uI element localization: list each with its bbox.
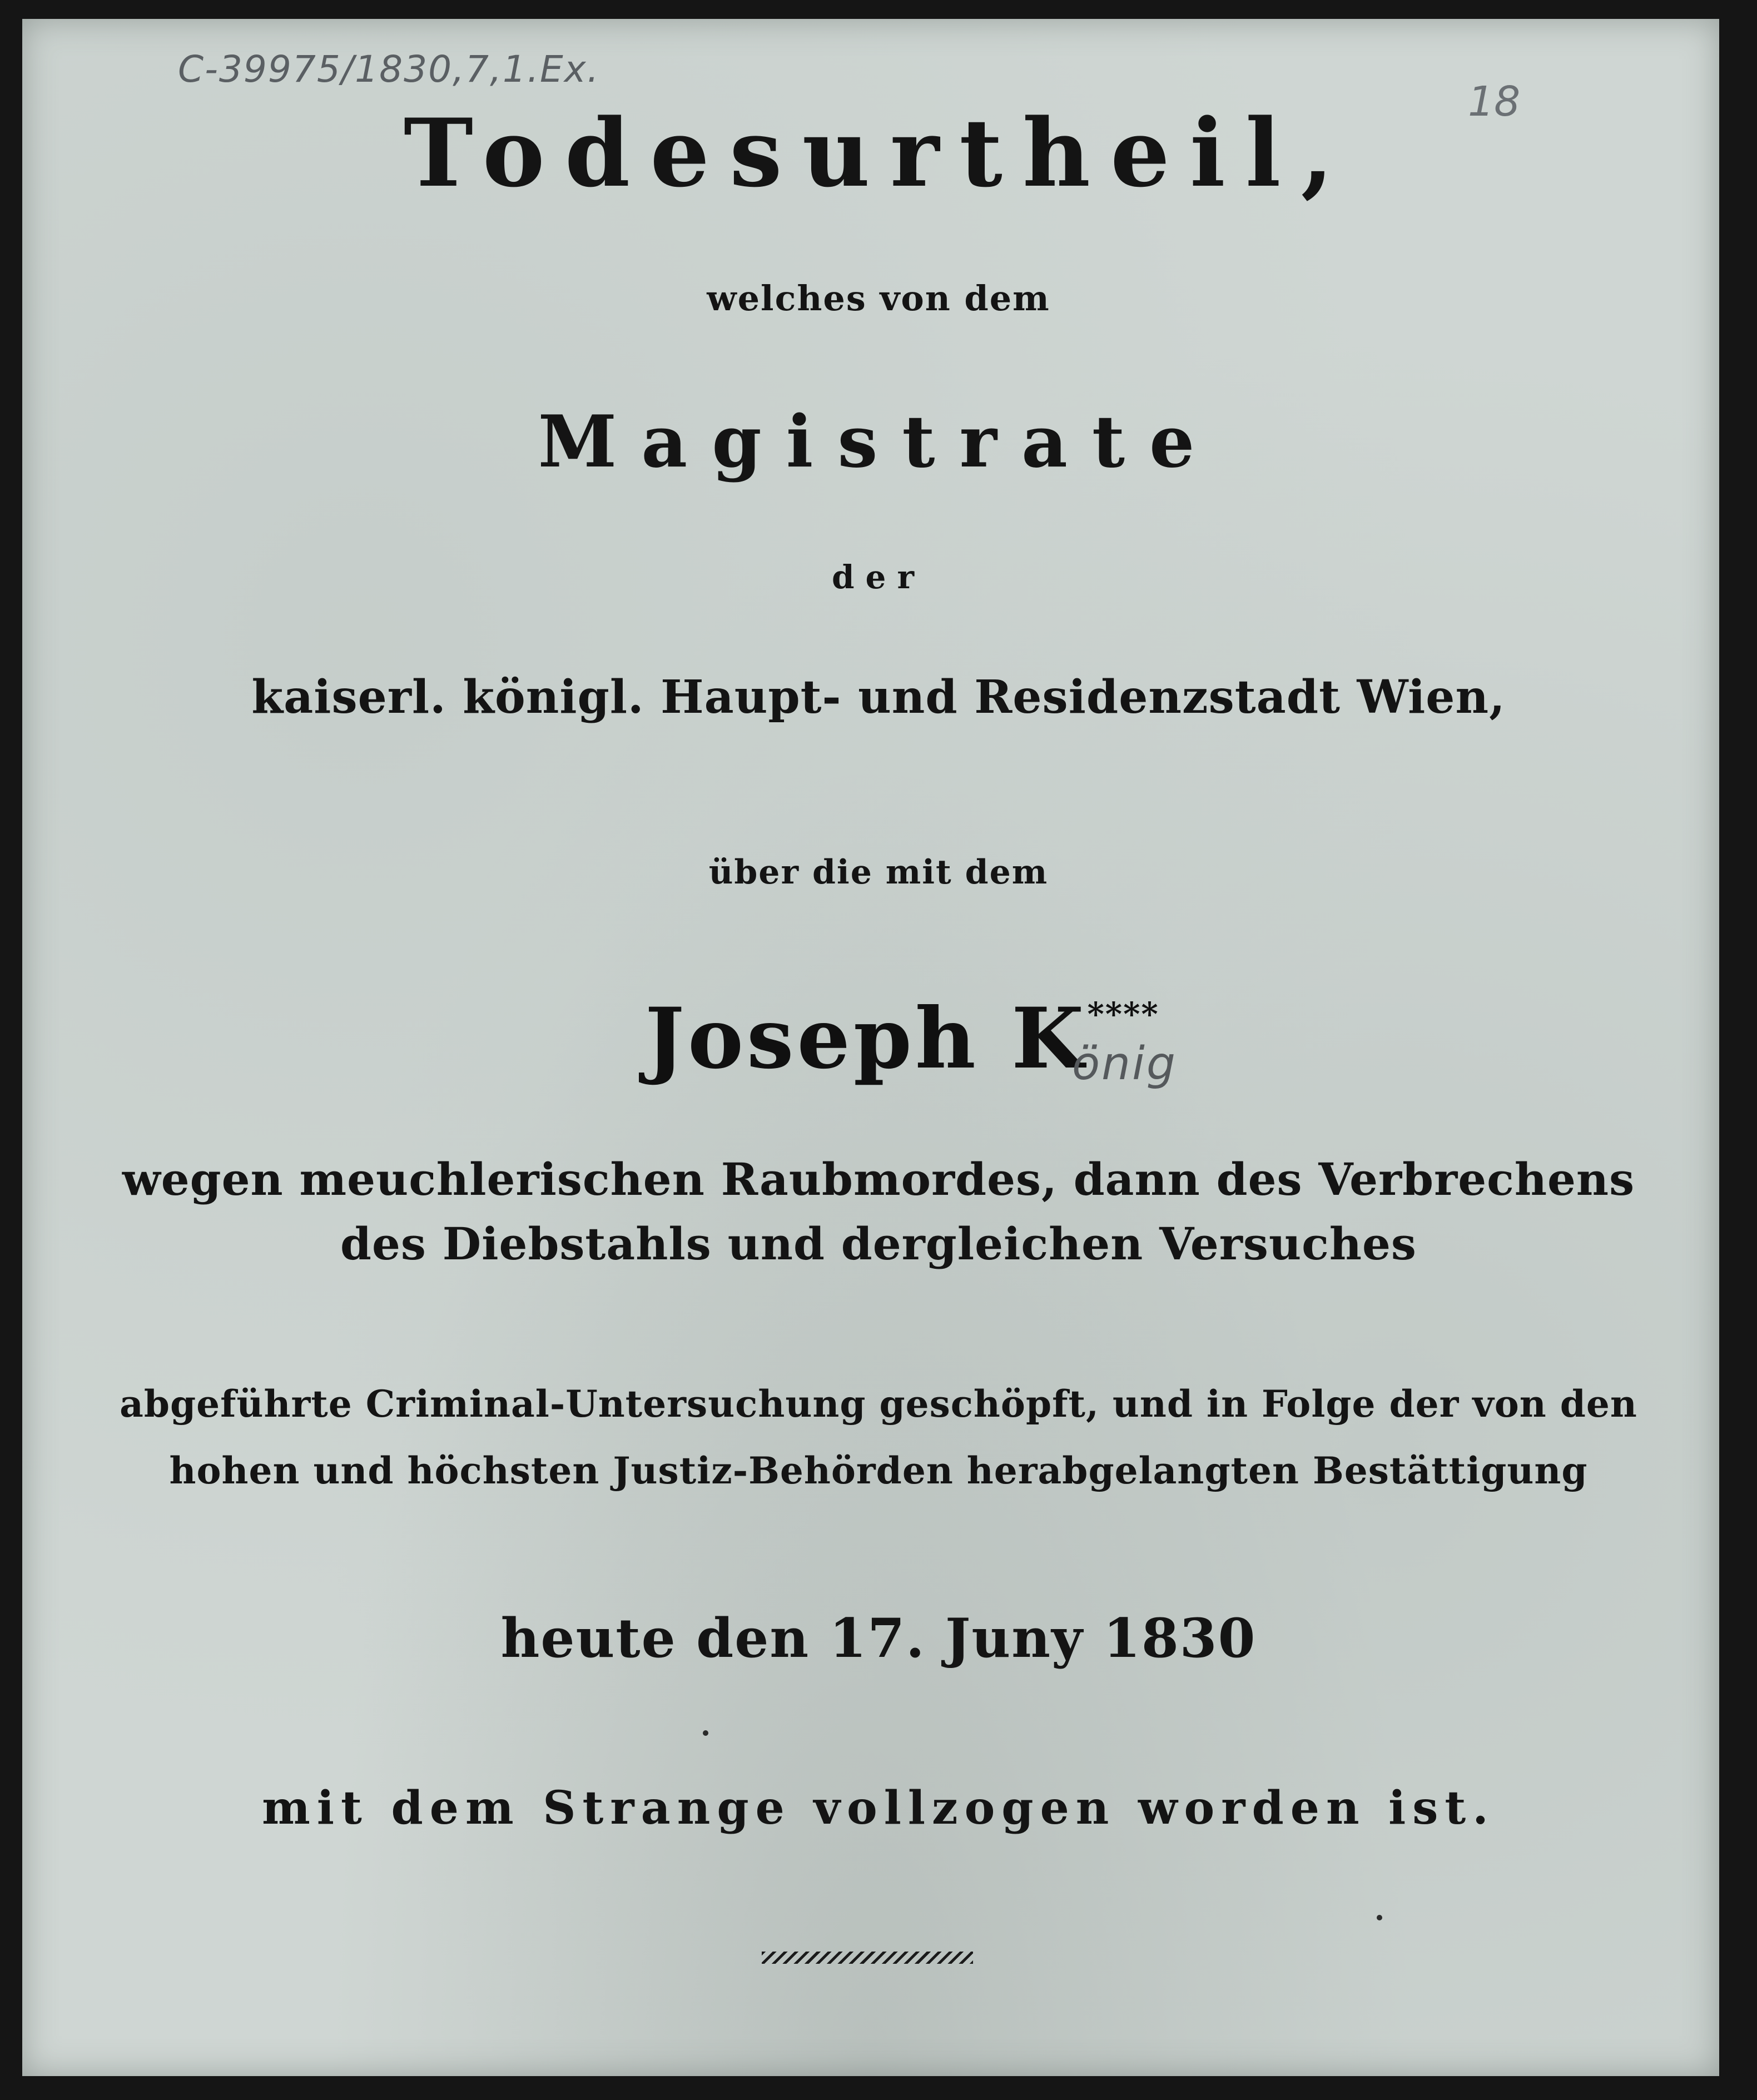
text-line-final: mit dem Strange vollzogen worden ist. [262, 1781, 1495, 1835]
document-title: Todesurtheil, [403, 98, 1354, 208]
convict-name-text: Joseph K [645, 990, 1088, 1088]
ink-dot [1377, 1915, 1382, 1920]
text-line-der: der [831, 558, 925, 596]
ink-dot [703, 1730, 708, 1736]
pencil-name-annotation: önig [1072, 1037, 1177, 1090]
text-line-stadt: kaiserl. königl. Haupt- und Residenzstadt Wien, [251, 671, 1506, 724]
text-line-investigation-1: abgeführte Criminal-Untersuchung geschöpft, und in Folge der von den [120, 1382, 1637, 1426]
text-line-ueber: über die mit dem [708, 853, 1049, 892]
text-line-charges-2: des Diebstahls und dergleichen Versuches [340, 1218, 1417, 1270]
text-line-magistrate: Magistrate [538, 400, 1219, 484]
shelfmark-annotation: C-39975/1830,7,1.Ex. [178, 48, 600, 91]
text-line-welches: welches von dem [707, 278, 1050, 319]
convict-name-stars: **** [1087, 995, 1159, 1033]
decorative-rule [762, 1952, 973, 1964]
folio-annotation: 18 [1468, 78, 1521, 126]
text-line-investigation-2: hohen und höchsten Justiz-Behörden herabgelangten Bestättigung [169, 1449, 1588, 1492]
execution-date: heute den 17. Juny 1830 [500, 1607, 1257, 1670]
text-line-charges-1: wegen meuchlerischen Raubmordes, dann des Verbrechens [122, 1153, 1635, 1205]
